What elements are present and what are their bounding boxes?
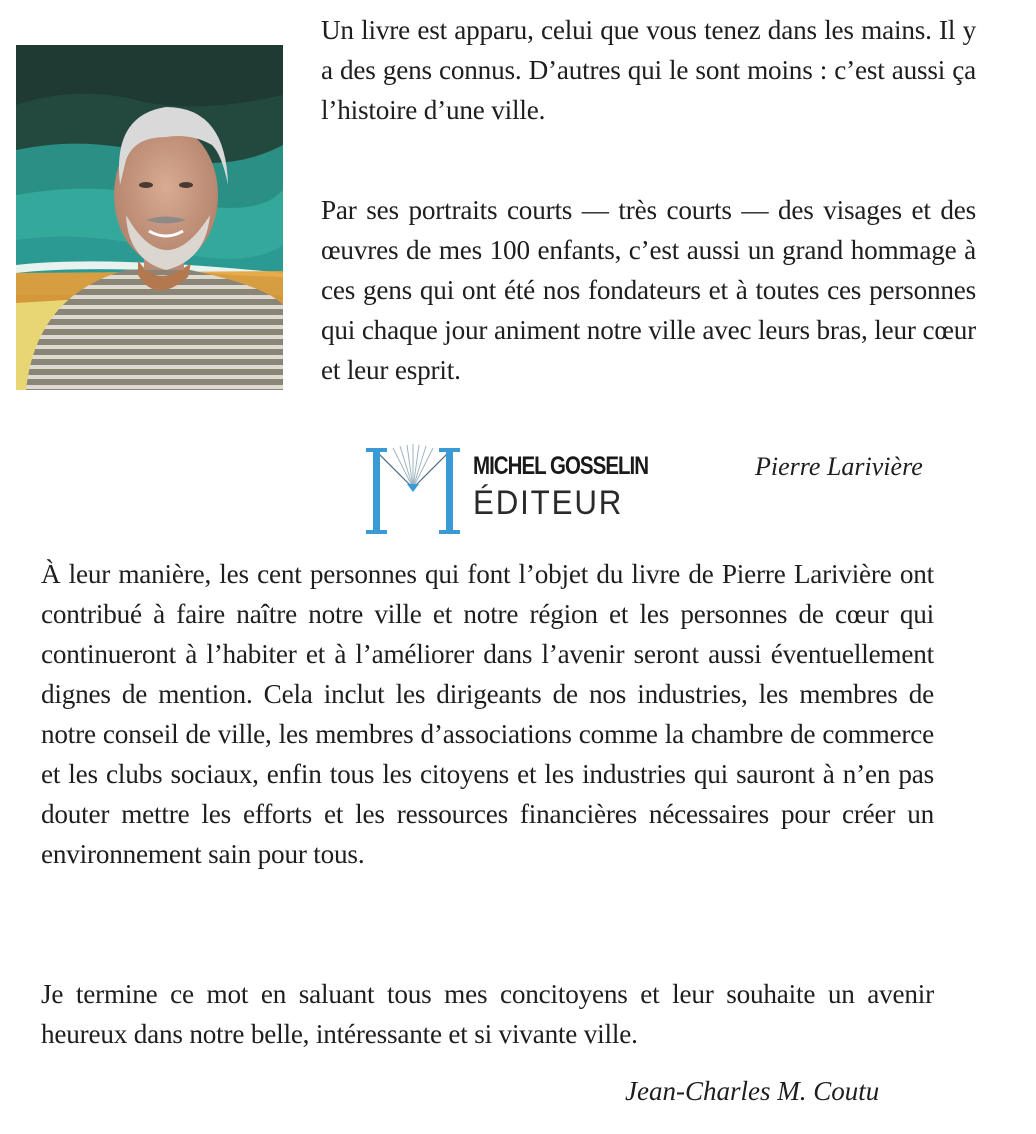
publisher-subtitle: ÉDITEUR [473, 484, 624, 522]
publisher-logo [363, 444, 673, 536]
portraits-paragraph: Par ses portraits courts — très courts — des visages et des œuvres de mes 100 enfants, c’est aussi un grand hommage à ces gens qui ont été nos fondateurs et à toutes ces personnes qui chaque jour animent notre ville avec leurs bras, leur cœur et leur esprit. [321, 195, 976, 385]
contribution-paragraph: À leur manière, les cent personnes qui font l’objet du livre de Pierre Larivière ont contribué à faire naître notre ville et notre région et les personnes de cœur qui continueront à l’habiter et à l’améliorer dans l’avenir seront aussi éventuellement dignes de mention. Cela inclut les dirigeants de nos industries, les membres de notre conseil de ville, les membres d’associations comme la chambre de commerce et les clubs sociaux, enfin tous les citoyens et les industries qui sauront à n’en pas douter mettre les efforts et les ressources financières nécessaires pour créer un environnement sain pour tous. [41, 559, 934, 869]
portrait-image [16, 45, 283, 390]
portrait-photo [16, 45, 283, 390]
intro-paragraph: Un livre est apparu, celui que vous tenez dans les mains. Il y a des gens connus. D’autres qui le sont moins : c’est aussi ça l’histoire d’une ville. [321, 15, 976, 125]
author-name: Pierre Larivière [755, 452, 923, 481]
publisher-name: MICHEL GOSSELIN [473, 452, 649, 480]
signature: Jean-Charles M. Coutu [625, 1076, 880, 1106]
publisher-m-icon [363, 444, 463, 536]
closing-paragraph: Je termine ce mot en saluant tous mes concitoyens et leur souhaite un avenir heureux dans notre belle, intéressante et si vivante ville. [41, 979, 934, 1049]
